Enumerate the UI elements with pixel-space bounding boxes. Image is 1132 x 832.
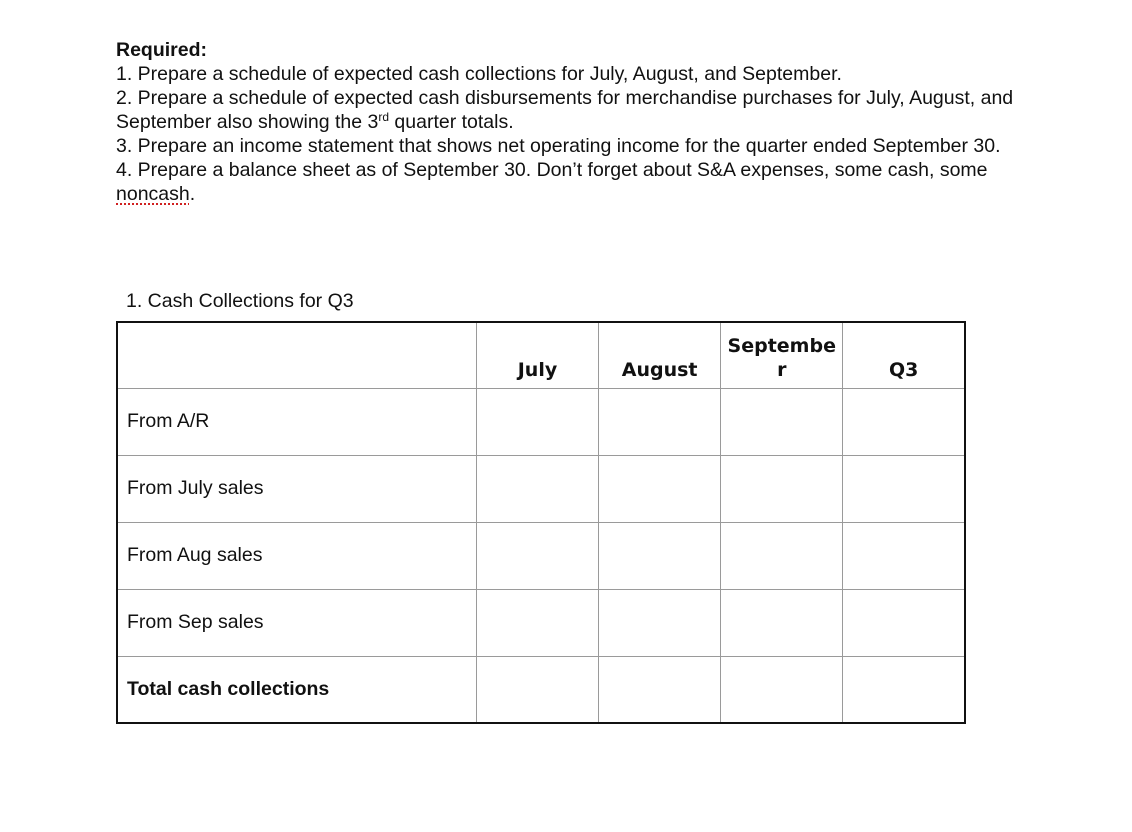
table-row xyxy=(117,522,965,589)
table-row xyxy=(117,388,965,455)
section-title: 1. Cash Collections for Q3 xyxy=(126,290,354,312)
table-cell[interactable] xyxy=(599,455,721,522)
table-cell[interactable] xyxy=(843,589,965,656)
table-cell[interactable] xyxy=(843,656,965,723)
instruction-item-1: 1. Prepare a schedule of expected cash collections for July, August, and September. xyxy=(116,63,842,85)
row-label: From July sales xyxy=(117,455,476,522)
table-cell[interactable] xyxy=(721,455,843,522)
table-cell[interactable] xyxy=(721,388,843,455)
table-row-total xyxy=(117,656,965,723)
table-cell[interactable] xyxy=(476,522,598,589)
instructions-block xyxy=(116,38,1046,206)
table-row xyxy=(117,589,965,656)
header-blank xyxy=(117,322,476,388)
table-cell[interactable] xyxy=(476,388,598,455)
table-cell[interactable] xyxy=(599,388,721,455)
table-cell[interactable] xyxy=(843,522,965,589)
ordinal-suffix: rd xyxy=(378,110,389,124)
header-august: August xyxy=(599,322,721,388)
required-heading: Required: xyxy=(116,39,208,61)
cash-collections-table xyxy=(116,321,966,724)
table-cell[interactable] xyxy=(599,589,721,656)
instruction-item-2 xyxy=(116,86,1046,134)
header-september-text: Septembe r xyxy=(727,334,836,381)
instruction-item-4 xyxy=(116,158,1046,206)
table-row xyxy=(117,455,965,522)
table-cell[interactable] xyxy=(843,388,965,455)
instruction-item-2-text: 2. Prepare a schedule of expected cash disbursements for merchandise purchases for July, August, and September also showing the 3 xyxy=(116,87,1014,133)
instruction-item-4-text: 4. Prepare a balance sheet as of September 30. Don’t forget about S&A expenses, some cash, some xyxy=(116,159,988,181)
table-cell[interactable] xyxy=(721,522,843,589)
instruction-item-2-text-end: quarter totals. xyxy=(389,111,514,133)
table-cell[interactable] xyxy=(599,522,721,589)
table-cell[interactable] xyxy=(476,455,598,522)
row-label: From A/R xyxy=(117,388,476,455)
spellcheck-flagged-word[interactable]: noncash xyxy=(116,183,190,205)
instruction-item-4-text-end: . xyxy=(189,183,196,205)
table-cell[interactable] xyxy=(476,589,598,656)
row-label: From Aug sales xyxy=(117,522,476,589)
table-cell[interactable] xyxy=(721,589,843,656)
table-cell[interactable] xyxy=(843,455,965,522)
row-label: From Sep sales xyxy=(117,589,476,656)
table-cell[interactable] xyxy=(721,656,843,723)
header-july: July xyxy=(476,322,598,388)
table-header-row xyxy=(117,322,965,388)
header-q3: Q3 xyxy=(843,322,965,388)
header-september xyxy=(721,322,843,388)
instruction-item-3: 3. Prepare an income statement that shows net operating income for the quarter ended September 30. xyxy=(116,135,1001,157)
row-label-total: Total cash collections xyxy=(117,656,476,723)
table-cell[interactable] xyxy=(599,656,721,723)
table-cell[interactable] xyxy=(476,656,598,723)
